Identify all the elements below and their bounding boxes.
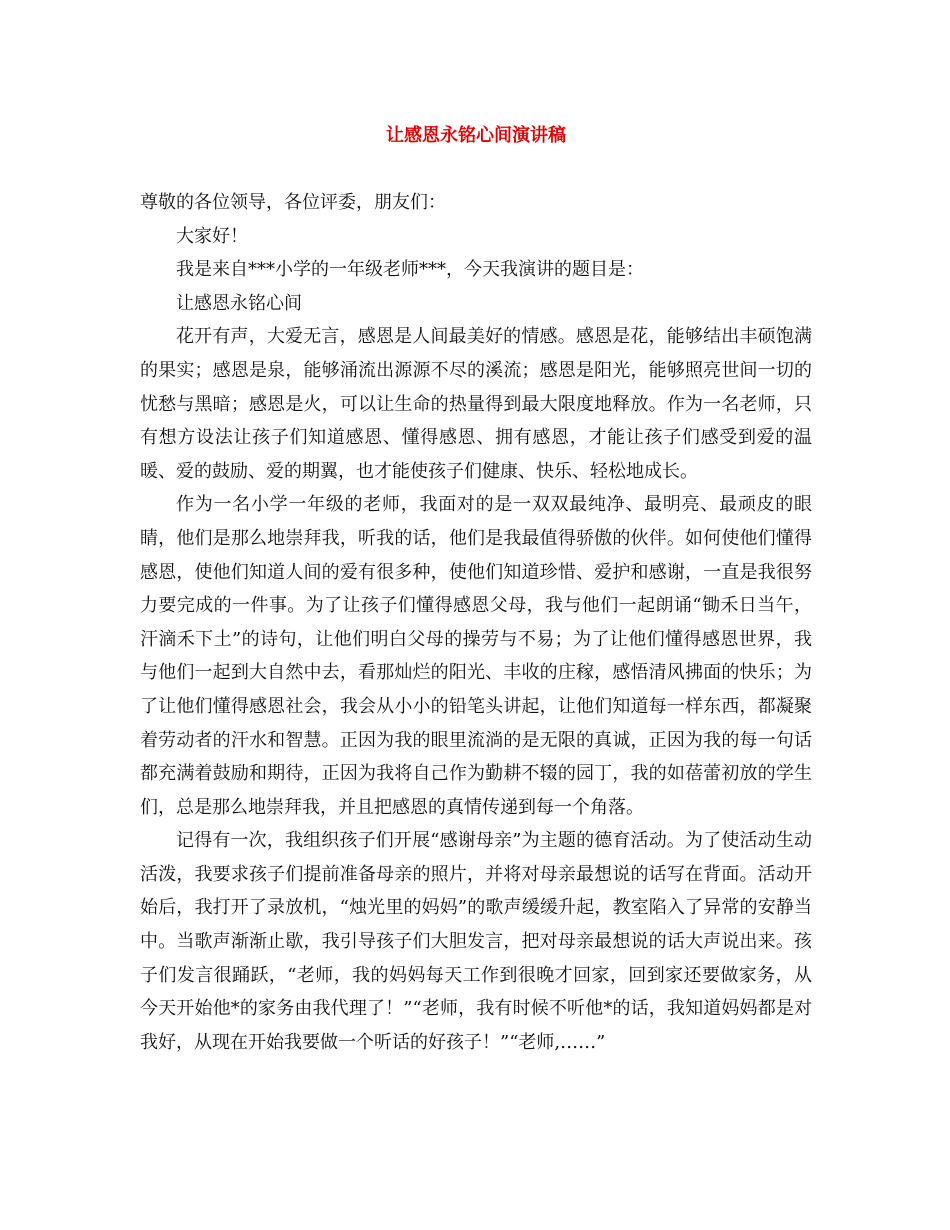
document-body	[140, 120, 812, 1059]
body-paragraph-2: 作为一名小学一年级的老师，我面对的是一双双最纯净、最明亮、最顽皮的眼睛，他们是那么地崇拜我，听我的话，他们是我最值得骄傲的伙伴。如何使他们懂得感恩，使他们知道人间的爱有很多种，使他们知道珍惜、爱护和感谢，一直是我很努力要完成的一件事。为了让孩子们懂得感恩父母，我与他们一起朗诵“锄禾日当午，汗滴禾下土”的诗句，让他们明白父母的操劳与不易；为了让他们懂得感恩世界，我与他们一起到大自然中去，看那灿烂的阳光、丰收的庄稼，感悟清风拂面的快乐；为了让他们懂得感恩社会，我会从小小的铅笔头讲起，让他们知道每一样东西，都凝聚着劳动者的汗水和智慧。正因为我的眼里流淌的是无限的真诚，正因为我的每一句话都充满着鼓励和期待，正因为我将自己作为勤耕不辍的园丁，我的如蓓蕾初放的学生们，总是那么地崇拜我，并且把感恩的真情传递到每一个角落。	[140, 494, 812, 818]
document-title: 让感恩永铭心间演讲稿	[386, 125, 566, 146]
self-introduction: 我是来自***小学的一年级老师***，今天我演讲的题目是：	[176, 259, 644, 281]
greeting: 大家好！	[176, 225, 248, 247]
speech-topic: 让感恩永铭心间	[176, 292, 302, 314]
body-paragraph-3: 记得有一次，我组织孩子们开展“感谢母亲”为主题的德育活动。为了使活动生动活泼，我要求孩子们提前准备母亲的照片，并将对母亲最想说的话写在背面。活动开始后，我打开了录放机，“烛光里的妈妈”的歌声缓缓升起，教室陷入了异常的安静当中。当歌声渐渐止歇，我引导孩子们大胆发言，把对母亲最想说的话大声说出来。孩子们发言很踊跃，“老师，我的妈妈每天工作到很晚才回家，回到家还要做家务，从今天开始他*的家务由我代理了！”“老师，我有时候不听他*的话，我知道妈妈都是对我好，从现在开始我要做一个听话的好孩子！”“老师,……”	[140, 830, 812, 1053]
body-paragraph-1: 花开有声，大爱无言，感恩是人间最美好的情感。感恩是花，能够结出丰硕饱满的果实；感恩是泉，能够涌流出源源不尽的溪流；感恩是阳光，能够照亮世间一切的忧愁与黑暗；感恩是火，可以让生命的热量得到最大限度地释放。作为一名老师，只有想方设法让孩子们知道感恩、懂得感恩、拥有感恩，才能让孩子们感受到爱的温暖、爱的鼓励、爱的期翼，也才能使孩子们健康、快乐、轻松地成长。	[140, 326, 812, 482]
salutation: 尊敬的各位领导，各位评委，朋友们：	[140, 192, 446, 213]
